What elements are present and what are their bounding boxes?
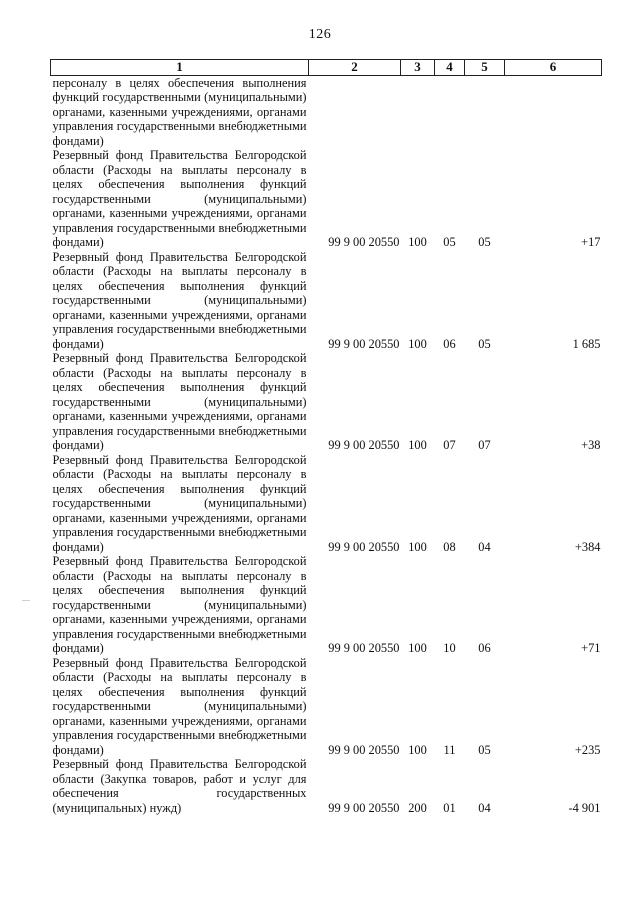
row-expense-type: 100 [408,742,427,757]
header-col-6: 6 [505,60,602,76]
row-amount: -4 901 [568,800,601,815]
row-amount: +384 [574,539,601,554]
table-row [51,250,602,352]
row-subsection: 04 [478,539,491,554]
row-name: Резервный фонд Правительства Белгородской области (Закупка товаров, работ и услуг для обеспечения государственных (муниципальных) нужд) [52,757,307,815]
row-target-code: 99 9 00 20550 [328,742,400,757]
row-section: 11 [443,742,456,757]
row-subsection: 07 [478,438,491,452]
header-col-2: 2 [309,60,401,76]
table-header-row [51,60,602,76]
table-row [51,453,602,555]
row-target-code: 99 9 00 20550 [328,539,400,554]
header-col-1: 1 [51,60,309,76]
header-col-3: 3 [401,60,435,76]
row-expense-type: 100 [408,336,427,351]
row-name: Резервный фонд Правительства Белгородской области (Расходы на выплаты персоналу в целях обеспечения выполнения функций государственными (муниципальными) органами, казенными учреждениями, органами управления государственными внебюджетными фондами) [52,351,307,452]
row-section: 01 [443,800,456,815]
row-target-code: 99 9 00 20550 [328,336,400,351]
header-col-4: 4 [435,60,465,76]
row-expense-type: 100 [408,641,427,655]
header-col-5: 5 [465,60,505,76]
row-amount: 1 685 [572,336,601,351]
row-amount: +17 [581,235,601,249]
row-subsection: 05 [478,235,491,249]
row-expense-type: 100 [408,235,427,249]
row-section: 05 [443,235,456,249]
row-name: Резервный фонд Правительства Белгородской области (Расходы на выплаты персоналу в целях обеспечения выполнения функций государственными (муниципальными) органами, казенными учреждениями, органами управления государственными внебюджетными фондами) [52,554,307,655]
row-name: Резервный фонд Правительства Белгородской области (Расходы на выплаты персоналу в целях обеспечения выполнения функций государственными (муниципальными) органами, казенными учреждениями, органами управления государственными внебюджетными фондами) [52,148,307,249]
budget-table [50,59,602,815]
row-target-code: 99 9 00 20550 [328,800,400,815]
row-subsection: 04 [478,800,491,815]
row-target-code: 99 9 00 20550 [328,641,400,655]
row-section: 10 [443,641,456,655]
margin-mark [22,600,30,601]
table-row [51,351,602,453]
table-row [51,554,602,656]
row-name: Резервный фонд Правительства Белгородской области (Расходы на выплаты персоналу в целях обеспечения выполнения функций государственными (муниципальными) органами, казенными учреждениями, органами управления государственными внебюджетными фондами) [52,452,307,554]
row-name: Резервный фонд Правительства Белгородской области (Расходы на выплаты персоналу в целях обеспечения выполнения функций государственными (муниципальными) органами, казенными учреждениями, органами управления государственными внебюджетными фондами) [52,655,307,757]
row-subsection: 06 [478,641,491,655]
table-row [51,757,602,815]
row-name: Резервный фонд Правительства Белгородской области (Расходы на выплаты персоналу в целях обеспечения выполнения функций государственными (муниципальными) органами, казенными учреждениями, органами управления государственными внебюджетными фондами) [52,249,307,351]
row-amount: +71 [581,641,601,655]
row-subsection: 05 [478,336,491,351]
page-number: 126 [308,27,332,42]
row-amount: +235 [574,742,601,757]
row-expense-type: 100 [408,539,427,554]
row-expense-type: 200 [408,800,427,815]
row-subsection: 05 [478,742,491,757]
row-amount: +38 [581,438,601,452]
row-target-code: 99 9 00 20550 [328,438,400,452]
table-row [51,148,602,250]
row-target-code: 99 9 00 20550 [328,235,400,249]
table-row [51,656,602,758]
continuation-row [51,75,602,148]
row-expense-type: 100 [408,438,427,452]
row-section: 07 [443,438,456,452]
continuation-text: персоналу в целях обеспечения выполнения функций государственными (муниципальными) органами, казенными учреждениями, органами управления государственными внебюджетными фондами) [52,75,307,148]
row-section: 06 [443,336,456,351]
row-section: 08 [443,539,456,554]
